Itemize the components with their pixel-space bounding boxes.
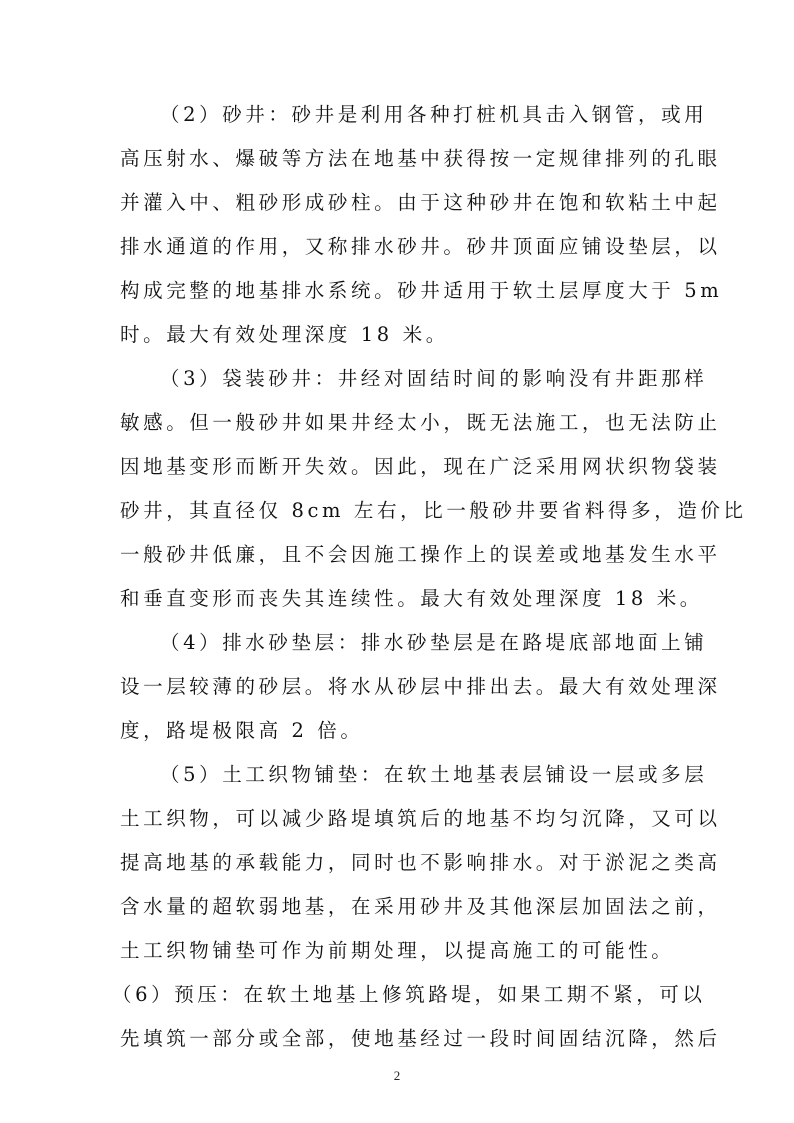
paragraph-2-line-4: 排水通道的作用，又称排水砂井。砂井顶面应铺设垫层，以 [120, 235, 721, 258]
paragraph-2-line-1: （2）砂井：砂井是利用各种打桩机具击入钢管，或用 [160, 103, 708, 126]
paragraph-3-line-4: 砂井，其直径仅 8cm 左右，比一般砂井要省料得多，造价比 [120, 499, 747, 522]
paragraph-6-line-1: （6）预压：在软土地基上修筑路堤，如果工期不紧，可以 [112, 983, 706, 1006]
paragraph-3-line-6: 和垂直变形而丧失其连续性。最大有效处理深度 18 米。 [120, 587, 703, 610]
paragraph-4-line-1: （4）排水砂垫层：排水砂垫层是在路堤底部地面上铺 [160, 631, 708, 654]
paragraph-5-line-1: （5）土工织物铺垫：在软土地基表层铺设一层或多层 [160, 763, 708, 786]
paragraph-3-line-3: 因地基变形而断开失效。因此，现在广泛采用网状织物袋装 [120, 455, 721, 478]
paragraph-5-line-4: 含水量的超软弱地基，在采用砂井及其他深层加固法之前， [120, 895, 721, 918]
paragraph-3-line-1: （3）袋装砂井：井经对固结时间的影响没有井距那样 [160, 367, 708, 390]
paragraph-5-line-5: 土工织物铺垫可作为前期处理，以提高施工的可能性。 [120, 939, 675, 962]
paragraph-2-line-2: 高压射水、爆破等方法在地基中获得按一定规律排列的孔眼 [120, 147, 721, 170]
paragraph-5-line-3: 提高地基的承载能力，同时也不影响排水。对于淤泥之类高 [120, 851, 721, 874]
paragraph-2-line-5: 构成完整的地基排水系统。砂井适用于软土层厚度大于 5m [120, 279, 723, 302]
paragraph-3-line-2: 敏感。但一般砂井如果井经太小，既无法施工，也无法防止 [120, 411, 721, 434]
paragraph-6-line-2: 先填筑一部分或全部，使地基经过一段时间固结沉降，然后 [120, 1027, 721, 1050]
paragraph-2-line-3: 并灌入中、粗砂形成砂柱。由于这种砂井在饱和软粘土中起 [120, 191, 721, 214]
paragraph-2-line-6: 时。最大有效处理深度 18 米。 [120, 323, 449, 346]
paragraph-5-line-2: 土工织物，可以减少路堤填筑后的地基不均匀沉降，又可以 [120, 807, 721, 830]
paragraph-3-line-5: 一般砂井低廉，且不会因施工操作上的误差或地基发生水平 [120, 543, 721, 566]
page-number: 2 [393, 1068, 401, 1083]
paragraph-4-line-3: 度，路堤极限高 2 倍。 [120, 719, 364, 742]
paragraph-4-line-2: 设一层较薄的砂层。将水从砂层中排出去。最大有效处理深 [120, 675, 721, 698]
